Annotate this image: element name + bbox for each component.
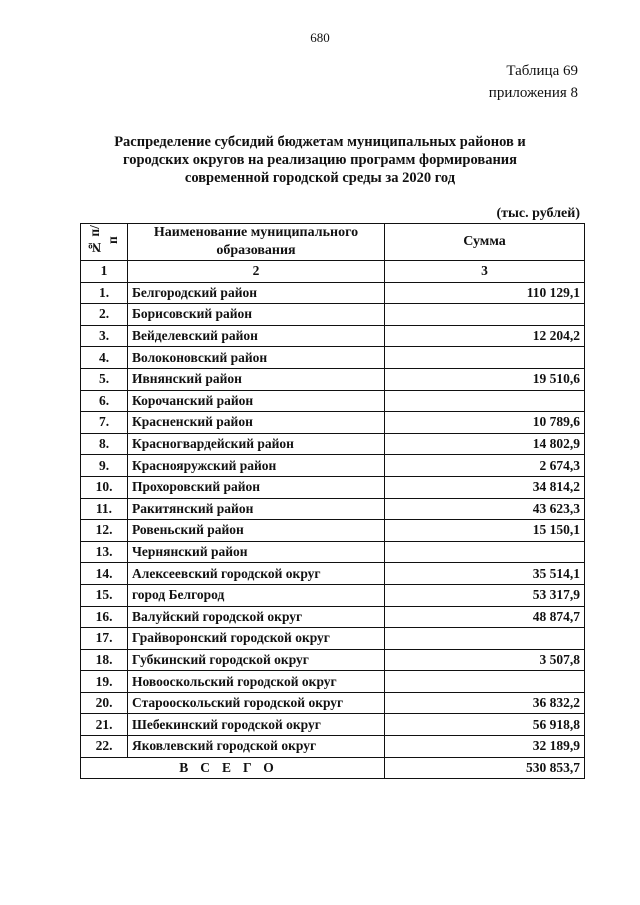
row-sum: 19 510,6: [385, 368, 585, 390]
table-row: [81, 520, 585, 542]
row-name: Белгородский район: [128, 282, 385, 304]
row-sum: 53 317,9: [385, 584, 585, 606]
total-label: ВСЕГО: [81, 757, 385, 779]
row-number: 7.: [81, 412, 128, 434]
row-sum: 36 832,2: [385, 692, 585, 714]
header-number: [81, 224, 128, 261]
row-sum: 32 189,9: [385, 736, 585, 758]
row-name: Красногвардейский район: [128, 433, 385, 455]
total-row: [81, 757, 585, 779]
table-row: [81, 304, 585, 326]
row-name: Алексеевский городской округ: [128, 563, 385, 585]
row-number: 5.: [81, 368, 128, 390]
column-index-row: [81, 261, 585, 283]
row-number: 12.: [81, 520, 128, 542]
row-number: 21.: [81, 714, 128, 736]
row-sum: 43 623,3: [385, 498, 585, 520]
row-name: Прохоровский район: [128, 476, 385, 498]
subsidy-table: [80, 223, 585, 779]
row-number: 16.: [81, 606, 128, 628]
table-row: [81, 325, 585, 347]
row-sum: 15 150,1: [385, 520, 585, 542]
table-row: [81, 584, 585, 606]
table-row: [81, 368, 585, 390]
table-row: [81, 628, 585, 650]
table-row: [81, 347, 585, 369]
row-number: 2.: [81, 304, 128, 326]
row-number: 4.: [81, 347, 128, 369]
row-number: 10.: [81, 476, 128, 498]
table-row: [81, 390, 585, 412]
row-number: 15.: [81, 584, 128, 606]
row-sum: 110 129,1: [385, 282, 585, 304]
row-sum: 14 802,9: [385, 433, 585, 455]
header-sum: Сумма: [385, 224, 585, 261]
document-title: Распределение субсидий бюджетам муниципальных районов и городских округов на реализацию программ формирования современной городской среды за 2020 год: [114, 134, 526, 186]
table-row: [81, 282, 585, 304]
row-number: 1.: [81, 282, 128, 304]
row-number: 22.: [81, 736, 128, 758]
row-number: 11.: [81, 498, 128, 520]
row-number: 18.: [81, 649, 128, 671]
row-sum: [385, 628, 585, 650]
row-sum: [385, 304, 585, 326]
row-name: Борисовский район: [128, 304, 385, 326]
row-name: Шебекинский городской округ: [128, 714, 385, 736]
table-ref-line-2: приложения 8: [488, 85, 578, 101]
row-name: Яковлевский городской округ: [128, 736, 385, 758]
row-sum: 56 918,8: [385, 714, 585, 736]
row-number: 13.: [81, 541, 128, 563]
row-name: Корочанский район: [128, 390, 385, 412]
table-row: [81, 692, 585, 714]
row-name: Красненский район: [128, 412, 385, 434]
column-index-1: 1: [81, 261, 128, 283]
row-name: Валуйский городской округ: [128, 606, 385, 628]
table-row: [81, 671, 585, 693]
row-number: 19.: [81, 671, 128, 693]
header-name: Наименование муниципального образования: [128, 224, 385, 261]
table-row: [81, 714, 585, 736]
row-name: Ивнянский район: [128, 368, 385, 390]
table-row: [81, 498, 585, 520]
row-name: Грайворонский городской округ: [128, 628, 385, 650]
row-name: город Белгород: [128, 584, 385, 606]
table-row: [81, 606, 585, 628]
table-row: [81, 455, 585, 477]
table-body: [81, 282, 585, 757]
row-name: Чернянский район: [128, 541, 385, 563]
column-index-3: 3: [385, 261, 585, 283]
row-name: Губкинский городской округ: [128, 649, 385, 671]
row-sum: [385, 671, 585, 693]
column-index-2: 2: [128, 261, 385, 283]
table-ref-line-1: Таблица 69: [506, 63, 578, 79]
row-name: Ракитянский район: [128, 498, 385, 520]
row-sum: 34 814,2: [385, 476, 585, 498]
row-sum: 2 674,3: [385, 455, 585, 477]
row-sum: [385, 347, 585, 369]
table-row: [81, 563, 585, 585]
row-sum: 10 789,6: [385, 412, 585, 434]
row-sum: [385, 541, 585, 563]
row-name: Вейделевский район: [128, 325, 385, 347]
row-name: Ровеньский район: [128, 520, 385, 542]
table-reference: [489, 60, 578, 104]
header-number-label: № п/п: [87, 224, 120, 255]
row-name: Краснояружский район: [128, 455, 385, 477]
row-number: 8.: [81, 433, 128, 455]
table-header-row: [81, 224, 585, 261]
table-row: [81, 476, 585, 498]
row-number: 6.: [81, 390, 128, 412]
row-sum: 35 514,1: [385, 563, 585, 585]
row-number: 20.: [81, 692, 128, 714]
table-row: [81, 736, 585, 758]
row-number: 17.: [81, 628, 128, 650]
table-row: [81, 412, 585, 434]
row-name: Старооскольский городской округ: [128, 692, 385, 714]
row-number: 9.: [81, 455, 128, 477]
page-number: 680: [310, 30, 330, 45]
table-row: [81, 649, 585, 671]
row-number: 14.: [81, 563, 128, 585]
row-sum: 12 204,2: [385, 325, 585, 347]
row-sum: 3 507,8: [385, 649, 585, 671]
row-name: Волоконовский район: [128, 347, 385, 369]
units-label: (тыс. рублей): [496, 206, 580, 221]
table-row: [81, 433, 585, 455]
total-sum: 530 853,7: [385, 757, 585, 779]
row-name: Новооскольский городской округ: [128, 671, 385, 693]
row-sum: 48 874,7: [385, 606, 585, 628]
row-sum: [385, 390, 585, 412]
row-number: 3.: [81, 325, 128, 347]
table-row: [81, 541, 585, 563]
